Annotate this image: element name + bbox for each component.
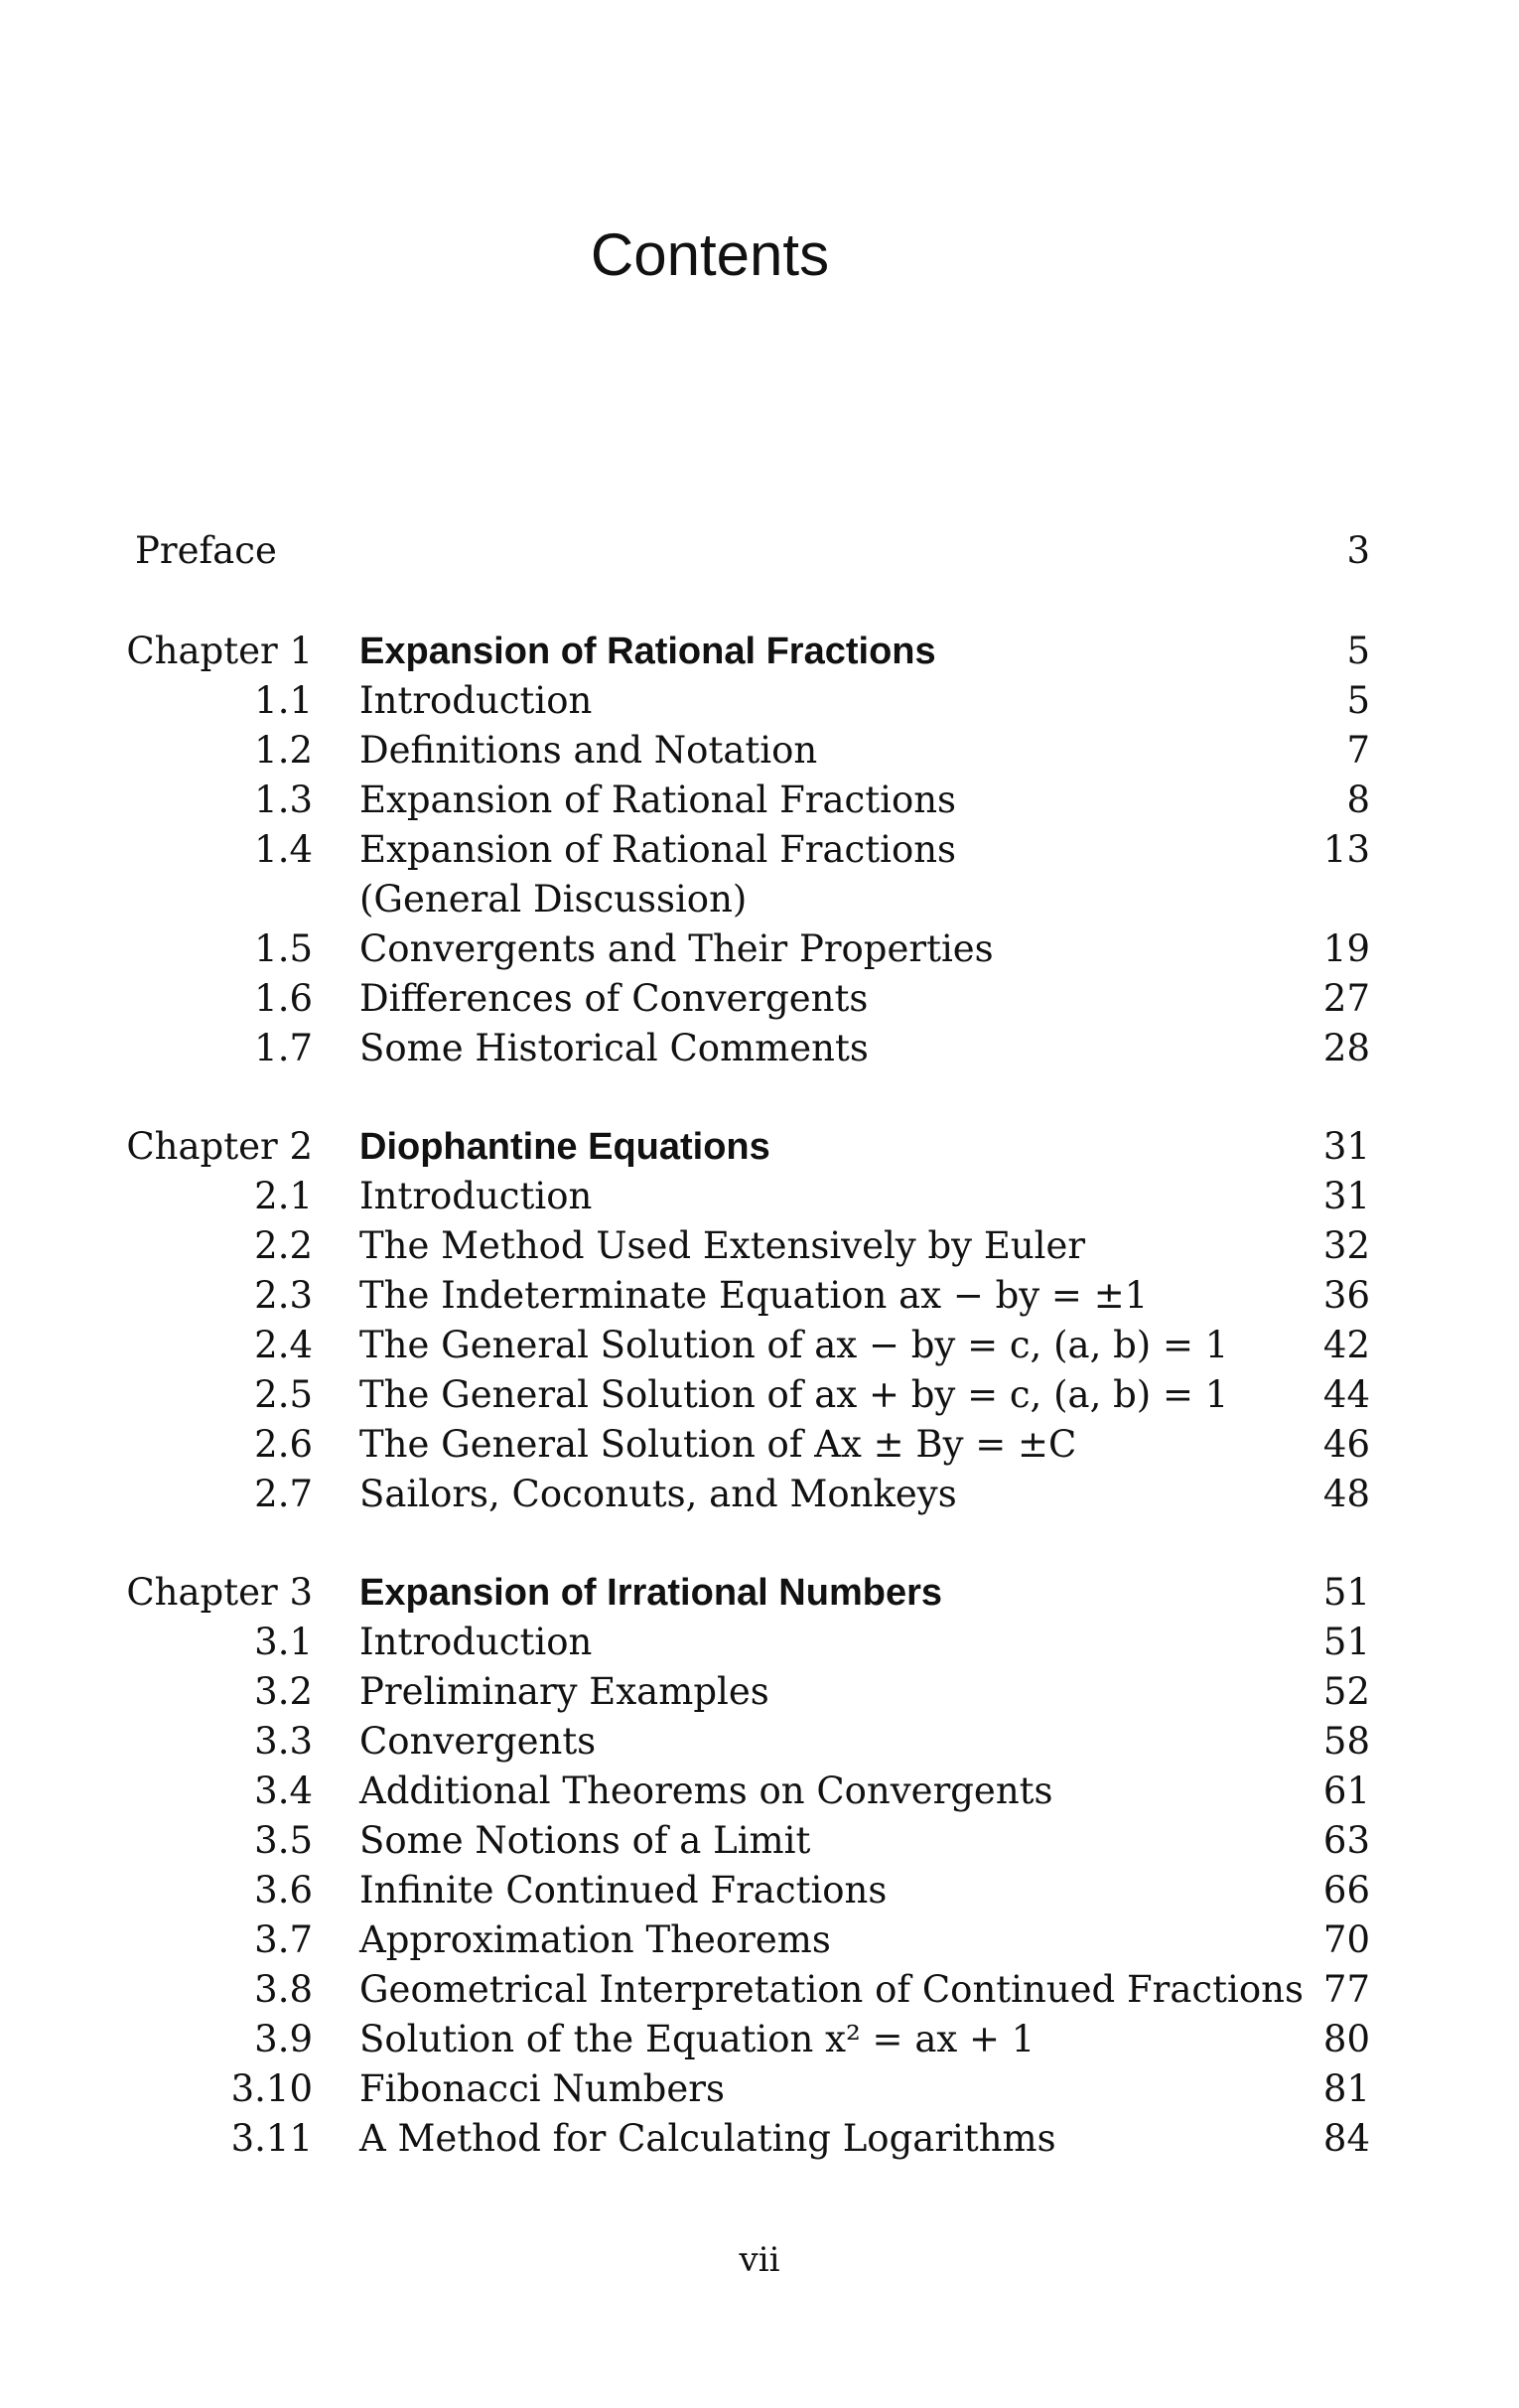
entry-number: 3.9 <box>254 2018 313 2060</box>
toc-section <box>0 2064 1519 2114</box>
entry-title: Introduction <box>359 1175 593 1217</box>
entry-title: Diophantine Equations <box>359 1126 770 1168</box>
toc-section <box>0 1767 1519 1816</box>
entry-title: Convergents <box>359 1720 597 1763</box>
entry-page: 77 <box>1322 1968 1370 2011</box>
entry-title: (General Discussion) <box>359 878 748 921</box>
entry-number: 3.6 <box>254 1869 313 1912</box>
entry-title: Introduction <box>359 1621 593 1663</box>
entry-number: 2.2 <box>254 1224 313 1267</box>
toc-section <box>0 1271 1519 1321</box>
entry-title: The General Solution of ax + by = c, (a, b) = 1 <box>359 1373 1229 1416</box>
entry-title: The Method Used Extensively by Euler <box>359 1224 1086 1267</box>
entry-page: 81 <box>1322 2067 1370 2110</box>
entry-title: Expansion of Rational Fractions <box>359 779 957 821</box>
entry-number: 3.8 <box>254 1968 313 2011</box>
entry-page: 28 <box>1322 1027 1370 1069</box>
toc-section <box>0 1816 1519 1866</box>
entry-page: 51 <box>1322 1571 1370 1614</box>
entry-title: Some Notions of a Limit <box>359 1819 811 1862</box>
entry-number: Chapter 1 <box>126 630 313 672</box>
entry-title: Expansion of Irrational Numbers <box>359 1572 942 1614</box>
entry-number: Chapter 2 <box>126 1125 313 1168</box>
entry-page: 84 <box>1322 2117 1370 2160</box>
toc-section <box>0 1221 1519 1271</box>
toc-section <box>0 974 1519 1024</box>
toc-section <box>0 1965 1519 2015</box>
toc-section <box>0 726 1519 776</box>
entry-title: Geometrical Interpretation of Continued Fractions <box>359 1968 1304 2011</box>
entry-number: 3.2 <box>254 1670 313 1713</box>
toc-section <box>0 676 1519 726</box>
toc-section-continuation <box>0 875 1519 924</box>
toc-section <box>0 776 1519 825</box>
entry-number: 2.5 <box>254 1373 313 1416</box>
toc-section <box>0 825 1519 875</box>
entry-title: Fibonacci Numbers <box>359 2067 725 2110</box>
toc-section <box>0 924 1519 974</box>
entry-title: Solution of the Equation x² = ax + 1 <box>359 2018 1036 2060</box>
toc-section <box>0 1915 1519 1965</box>
entry-page: 5 <box>1346 679 1370 722</box>
entry-number: 3.1 <box>254 1621 313 1663</box>
entry-number: Chapter 3 <box>126 1571 313 1614</box>
entry-title: The General Solution of Ax ± By = ±C <box>359 1423 1077 1466</box>
toc-entry-preface <box>0 526 1519 576</box>
entry-page: 31 <box>1322 1125 1370 1168</box>
entry-number: 3.3 <box>254 1720 313 1763</box>
toc-section <box>0 1172 1519 1221</box>
entry-page: 42 <box>1322 1324 1370 1366</box>
entry-page: 46 <box>1322 1423 1370 1466</box>
entry-title: Additional Theorems on Convergents <box>359 1770 1053 1812</box>
entry-number: 2.6 <box>254 1423 313 1466</box>
toc-section <box>0 1420 1519 1470</box>
entry-page: 44 <box>1322 1373 1370 1416</box>
entry-number: 3.11 <box>230 2117 313 2160</box>
entry-page: 7 <box>1346 729 1370 772</box>
toc-section <box>0 1470 1519 1519</box>
entry-page: 5 <box>1346 630 1370 672</box>
entry-number: 3.5 <box>254 1819 313 1862</box>
entry-title: Expansion of Rational Fractions <box>359 631 936 672</box>
entry-title: A Method for Calculating Logarithms <box>359 2117 1056 2160</box>
toc-section <box>0 2114 1519 2164</box>
toc-section <box>0 1618 1519 1667</box>
entry-page: 27 <box>1322 977 1370 1020</box>
entry-number: 1.4 <box>254 828 313 871</box>
entry-title: Sailors, Coconuts, and Monkeys <box>359 1473 957 1515</box>
entry-number: 2.4 <box>254 1324 313 1366</box>
entry-title: Infinite Continued Fractions <box>359 1869 888 1912</box>
entry-page: 52 <box>1322 1670 1370 1713</box>
toc-section <box>0 1667 1519 1717</box>
entry-page: 36 <box>1322 1274 1370 1317</box>
toc-section <box>0 1321 1519 1370</box>
entry-page: 32 <box>1322 1224 1370 1267</box>
entry-title: Preliminary Examples <box>359 1670 769 1713</box>
entry-title: Approximation Theorems <box>359 1918 831 1961</box>
entry-number: 2.3 <box>254 1274 313 1317</box>
entry-title: Definitions and Notation <box>359 729 818 772</box>
entry-number: 3.10 <box>230 2067 313 2110</box>
entry-page: 13 <box>1322 828 1370 871</box>
toc-chapter-1 <box>0 627 1519 676</box>
entry-number: 2.7 <box>254 1473 313 1515</box>
toc-chapter-3 <box>0 1568 1519 1618</box>
entry-title: The Indeterminate Equation ax − by = ±1 <box>359 1274 1149 1317</box>
entry-page: 80 <box>1322 2018 1370 2060</box>
toc-section <box>0 1370 1519 1420</box>
toc-section <box>0 1866 1519 1915</box>
entry-number: 1.6 <box>254 977 313 1020</box>
entry-page: 58 <box>1322 1720 1370 1763</box>
toc-chapter-2 <box>0 1122 1519 1172</box>
toc-section <box>0 1717 1519 1767</box>
entry-number: 3.4 <box>254 1770 313 1812</box>
entry-page: 63 <box>1322 1819 1370 1862</box>
entry-title: Differences of Convergents <box>359 977 869 1020</box>
entry-title: Introduction <box>359 679 593 722</box>
entry-number: 1.5 <box>254 927 313 970</box>
entry-title: Convergents and Their Properties <box>359 927 994 970</box>
toc-section <box>0 2015 1519 2064</box>
page-title: Contents <box>590 221 830 288</box>
entry-page: 8 <box>1346 779 1370 821</box>
entry-page: 31 <box>1322 1175 1370 1217</box>
entry-page: 48 <box>1322 1473 1370 1515</box>
toc-section <box>0 1024 1519 1073</box>
entry-number: 1.1 <box>254 679 313 722</box>
page-number: vii <box>739 2240 780 2280</box>
entry-number: 1.7 <box>254 1027 313 1069</box>
preface-label: Preface <box>135 529 277 572</box>
entry-number: 1.3 <box>254 779 313 821</box>
entry-page: 51 <box>1322 1621 1370 1663</box>
entry-number: 1.2 <box>254 729 313 772</box>
preface-page: 3 <box>1346 529 1370 572</box>
entry-title: The General Solution of ax − by = c, (a, b) = 1 <box>359 1324 1229 1366</box>
entry-page: 70 <box>1322 1918 1370 1961</box>
entry-page: 66 <box>1322 1869 1370 1912</box>
entry-number: 2.1 <box>254 1175 313 1217</box>
entry-title: Some Historical Comments <box>359 1027 869 1069</box>
entry-page: 61 <box>1322 1770 1370 1812</box>
entry-page: 19 <box>1322 927 1370 970</box>
entry-title: Expansion of Rational Fractions <box>359 828 957 871</box>
entry-number: 3.7 <box>254 1918 313 1961</box>
